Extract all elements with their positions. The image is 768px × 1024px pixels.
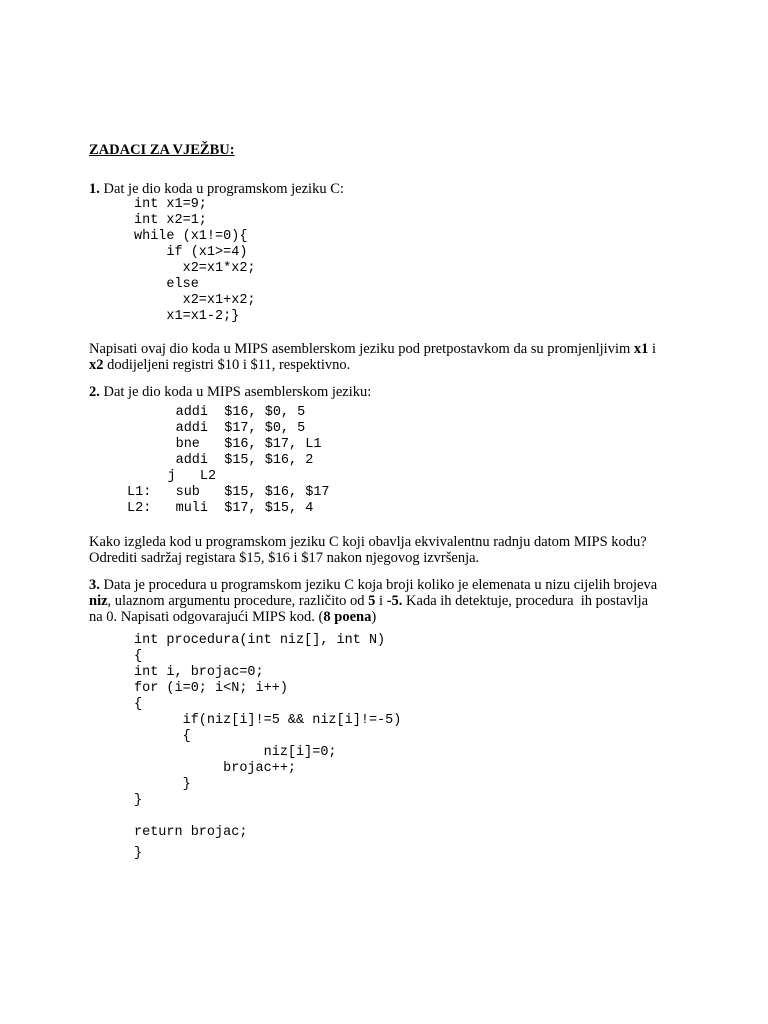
task3-text: Data je procedura u programskom jeziku C koja broji koliko je elemenata u nizu cijelih brojeva	[99, 577, 658, 593]
task1-code-line: x2=x1*x2;	[134, 261, 256, 276]
task1-paragraph-line1	[89, 341, 656, 357]
task3-code-line: {	[134, 649, 143, 664]
task3-text: na 0. Napisati odgovarajući MIPS kod. (	[89, 609, 324, 625]
task1-code-line: x2=x1+x2;	[134, 293, 256, 308]
task1-text: dodijeljeni registri $10 i $11, respektivno.	[103, 357, 351, 373]
task1-heading	[89, 181, 344, 197]
task1-text: i	[648, 341, 657, 357]
task2-number: 2.	[89, 384, 100, 400]
task1-number: 1.	[89, 181, 100, 197]
task3-code-line: }	[134, 777, 191, 792]
task2-code-line: addi $16, $0, 5	[127, 405, 306, 420]
task3-code-line: {	[134, 697, 143, 712]
var-x1: x1	[633, 341, 649, 357]
task3-number: 3.	[89, 577, 100, 593]
points-label: 8 poena	[323, 609, 372, 625]
task1-code-line: else	[134, 277, 199, 292]
task2-code-line: addi $17, $0, 5	[127, 421, 306, 436]
task3-line3	[89, 609, 376, 625]
task2-paragraph-line2: Odrediti sadržaj registara $15, $16 i $17 nakon njegovog izvršenja.	[89, 550, 480, 566]
value-minus-5: -5.	[386, 593, 403, 609]
task2-code-line: L2: muli $17, $15, 4	[127, 501, 314, 516]
task2-code-line: addi $15, $16, 2	[127, 453, 314, 468]
task1-code-line: x1=x1-2;}	[134, 309, 240, 324]
task3-code-line: if(niz[i]!=5 && niz[i]!=-5)	[134, 713, 402, 728]
task3-text: Kada ih detektuje, procedura ih postavlja	[402, 593, 649, 609]
task3-code-line: }	[134, 793, 143, 808]
task3-code-line: int procedura(int niz[], int N)	[134, 633, 386, 648]
task3-code-line: for (i=0; i<N; i++)	[134, 681, 288, 696]
task1-text: Napisati ovaj dio koda u MIPS asemblerskom jeziku pod pretpostavkom da su promjenljivim	[89, 341, 634, 357]
task3-line1	[89, 577, 657, 593]
value-5: 5	[368, 593, 376, 609]
task3-code-line: }	[134, 846, 143, 861]
var-x2: x2	[89, 357, 104, 373]
task3-text: )	[371, 609, 377, 625]
task2-code-line: bne $16, $17, L1	[127, 437, 322, 452]
task3-text: i	[375, 593, 387, 609]
task1-intro: Dat je dio koda u programskom jeziku C:	[99, 181, 344, 197]
task1-code-line: int x2=1;	[134, 213, 207, 228]
task3-code-line: return brojac;	[134, 825, 248, 840]
page-title: ZADACI ZA VJEŽBU:	[89, 142, 235, 158]
task2-code-line: j L2	[127, 469, 217, 484]
var-niz: niz	[89, 593, 108, 609]
task3-code-line: int i, brojac=0;	[134, 665, 264, 680]
task2-code-line: L1: sub $15, $16, $17	[127, 485, 330, 500]
task2-paragraph-line1: Kako izgleda kod u programskom jeziku C koji obavlja ekvivalentnu radnju datom MIPS kodu?	[89, 534, 647, 550]
task3-code-line: {	[134, 729, 191, 744]
task3-code-line: brojac++;	[134, 761, 297, 776]
task3-line2	[89, 593, 648, 609]
task1-paragraph-line2	[89, 357, 350, 373]
task2-intro: Dat je dio koda u MIPS asemblerskom jeziku:	[99, 384, 372, 400]
task3-text: , ulaznom argumentu procedure, različito od	[107, 593, 369, 609]
task3-code-line: niz[i]=0;	[134, 745, 337, 760]
task1-code-line: while (x1!=0){	[134, 229, 248, 244]
task2-heading	[89, 384, 371, 400]
task1-code-line: int x1=9;	[134, 197, 207, 212]
task1-code-line: if (x1>=4)	[134, 245, 248, 260]
